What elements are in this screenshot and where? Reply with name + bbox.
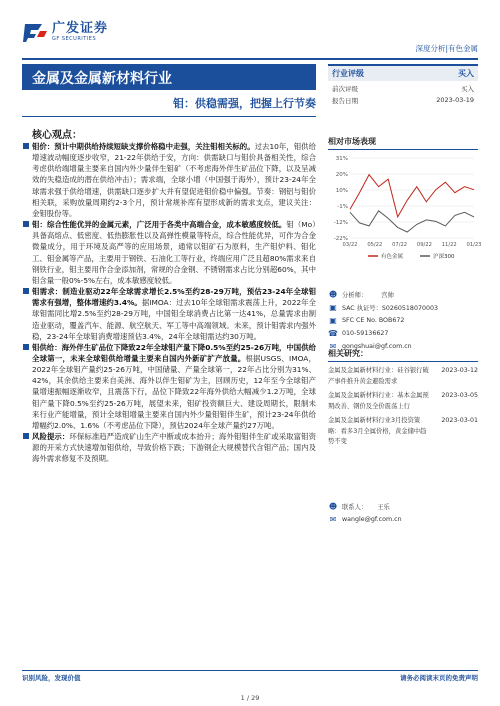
report-title: 金属及金属新材料行业 xyxy=(32,71,172,87)
x-tick-label: 07/22 xyxy=(392,242,408,248)
chart-section-title: 相对市场表现 xyxy=(328,136,478,150)
core-points-body xyxy=(22,141,316,465)
x-tick-label: 05/22 xyxy=(367,242,383,248)
analyst-label: 分析师： xyxy=(342,292,368,299)
subtitle-divider xyxy=(22,116,316,117)
relative-performance-chart xyxy=(328,136,482,266)
person-icon: ☻ xyxy=(328,290,338,299)
rating-section-label: 行业评级 xyxy=(332,69,364,78)
chart-svg xyxy=(328,150,482,264)
x-tick-label: 09/22 xyxy=(416,242,432,248)
logo xyxy=(22,20,108,44)
analyst-name: 宫帅 xyxy=(381,292,394,299)
related-item-date: 2023-03-01 xyxy=(441,417,478,424)
related-research xyxy=(328,348,478,448)
related-item-date: 2023-03-12 xyxy=(441,367,478,374)
y-tick-label: 20% xyxy=(335,172,348,178)
paragraph-lead: 钼价：预计中期供给持续短缺支撑价格稳中走强，关注钼相关标的。 xyxy=(32,142,255,151)
mail-icon: ✉ xyxy=(329,515,337,524)
related-item-title[interactable]: 金属及金属新材料行业：基本金属预期改善、钢价及全价震荡上行 xyxy=(328,392,429,410)
logo-icon xyxy=(22,20,48,44)
report-date-label: 报告日期 xyxy=(332,97,358,105)
phone-row xyxy=(328,327,478,340)
bullet-icon xyxy=(23,221,29,227)
bullet-icon xyxy=(23,433,29,439)
contact-label: 联系人： xyxy=(342,504,368,511)
contact-row xyxy=(328,500,478,513)
bullet-icon xyxy=(23,143,29,149)
logo-text-cn: 广发证券 xyxy=(52,20,109,36)
prev-rating-row xyxy=(328,81,478,93)
paragraph xyxy=(22,219,316,286)
phone-icon: ☎ xyxy=(328,329,338,338)
analyst-row xyxy=(328,288,478,301)
rating-value: 买入 xyxy=(458,69,474,78)
related-item[interactable] xyxy=(328,366,478,387)
sfc-row xyxy=(328,314,478,327)
person-icon: ☻ xyxy=(328,502,338,511)
contact-name: 王乐 xyxy=(377,504,390,511)
contact-email[interactable]: wangle@gf.com.cn xyxy=(342,516,402,523)
analyst-sfc: SFC CE No. BOB672 xyxy=(342,317,405,324)
y-tick-label: -1% xyxy=(337,204,348,210)
paragraph xyxy=(22,342,316,431)
contact-box xyxy=(328,500,478,526)
paragraph-text: 据IMOA：过去10年全球钼需求震荡上升，2022年全球钼需同比增2.5%至约28-29万吨，中国钼全球消费占比第一达41%，总量需求由制造业驱动，覆盖汽车、能源、航空航天、军工等中高端领域。未来，预计钼需求内强外稳，23-24年全球钼消费增速预估3.4%，24年全球钼需达约30万吨。 xyxy=(32,298,316,341)
mail-icon: ✉ xyxy=(329,342,337,351)
paragraph xyxy=(22,141,316,219)
page-header xyxy=(22,18,478,60)
bullet-icon xyxy=(23,344,29,350)
report-subtitle: 钼：供稳需强，把握上行节奏 xyxy=(173,97,316,110)
related-title: 相关研究： xyxy=(328,348,478,362)
related-item[interactable] xyxy=(328,416,478,448)
report-date-value: 2023-03-19 xyxy=(436,96,474,104)
paragraph-text: 过去10年，钼供给增速波动幅度逐步收窄，21-22年供给于安，方向：供需缺口与钼价具备相关性，综合考虑供给端增量主要来自国内外少量伴生钼矿（不考虑海外伴生矿品位下降，以及呈减效的失稳造成的潜在供给冲击）；需求端，全球小增（中国强于海外），预计23-24年全球需求强于供给增速，供需缺口逐步扩大并有望促进钼价稳中偏强。节奏：钢铝与钼价相关联，采购放量周期约2-3个月，预计常规补库有望形成新的需求支点，建议关注：金钼股份等。 xyxy=(32,142,316,218)
paragraph xyxy=(22,286,316,342)
y-tick-label: 31% xyxy=(335,156,348,162)
legend-label: 有色金属 xyxy=(381,254,404,260)
prev-rating-value: 买入 xyxy=(461,85,474,93)
x-tick-label: 03/22 xyxy=(342,242,358,248)
footer-disclaimer: 请务必阅读末页的免责声明 xyxy=(400,674,478,682)
y-tick-label: -22% xyxy=(333,236,348,242)
paragraph-lead: 钼供给：海外伴生矿品位下降致22年全球钼产量下降0.5%至约25-26万吨，中国供给全球第一，未来全球钼供给增量主要来自国内外新矿扩产放量。 xyxy=(32,342,316,363)
x-tick-label: 11/22 xyxy=(441,242,457,248)
report-category: 深度分析|有色金属 xyxy=(415,44,478,53)
analyst-email[interactable]: gongshuai@gf.com.cn xyxy=(342,343,412,350)
rating-header xyxy=(328,64,478,81)
legend-label: 沪深300 xyxy=(433,254,455,260)
analyst-box xyxy=(328,288,478,353)
related-item-title[interactable]: 金属及金属新材料行业：硅谷银行破产事件推升黄金避险需求 xyxy=(328,367,429,385)
paragraph-lead: 钼：综合性能优异的金属元素，广泛用于各类中高端合金，成本敏感度较低。 xyxy=(32,220,287,230)
logo-text-en: GF SECURITIES xyxy=(52,35,97,42)
series-line xyxy=(350,211,474,232)
paragraph-lead: 风险提示： xyxy=(32,432,70,442)
core-points-title: 核心观点： xyxy=(32,130,82,141)
page-footer xyxy=(22,670,478,682)
rating-box xyxy=(328,64,478,105)
bullet-icon xyxy=(23,288,29,294)
prev-rating-label: 前次评级 xyxy=(332,85,358,93)
contact-email-row xyxy=(328,513,478,526)
analyst-phone: 010-59136627 xyxy=(342,330,389,337)
related-item[interactable] xyxy=(328,391,478,412)
analyst-sac: SAC 执证号：S0260518070003 xyxy=(342,305,438,312)
related-item-title[interactable]: 金属及金属新材料行业3月投资策略：看多3月全属价格，黄金储中趋势不变 xyxy=(328,417,427,445)
y-tick-label: 10% xyxy=(335,188,348,194)
footer-slogan: 识别风险，发现价值 xyxy=(22,674,81,682)
id-card-icon: ▣ xyxy=(329,316,337,325)
related-item-date: 2023-03-05 xyxy=(441,392,478,399)
paragraph-text: 钼（Mo）具备高熔点、低密度、低热膨胀性以及高弹性模量等特点，综合性能优异，可作为合金微量成分，用于环境及高严等的应用场景，通常以钼矿石为原料，生产钼炉料、钼化工、钼金属等产品，主要用于钢铁、石油化工等行业，终端应用广泛且超80%需求来自钢铁行业，钼主要用作合金添加剂，常规的合金钢、不锈钢需求占比分别超60%，其中钼含量一般0%-5%左右，成本敏感度较低。 xyxy=(32,220,316,285)
paragraph-text: 根据USGS、IMOA，2022年全球钼产量约25-26万吨，中国储量、产量全球第一，22年占比分别为31%、42%，其余供给主要来自美洲、海外以伴生钼矿为主，回顾历史，12年至今全球钼产量增速振幅逐渐收窄，且震荡下行，品位下降致22年海外供给大幅减少1.2万吨，全球钼产量下降0.5%至约25-26万吨，展望未来，钼矿投资额巨大、建设周期长，限制未来行业产能增量，预计全球钼增量主要来自国内外少量钼钼伴生矿，预计23-24年供给增幅约2.0%、1.6%（不考虑品位下降），预估2024年全球产量约27万吨。 xyxy=(32,353,316,430)
sac-row xyxy=(328,301,478,314)
paragraph-text: 环保标准趋严造成矿山生产中断或成本抬升；海外钼钼伴生矿或采取富钼资源的开采方式快速增加钼供给，导致价格下跌；下游钢企大规模替代含钼产品；国内及海外需求修复不及预期。 xyxy=(32,432,316,464)
paragraph-lead: 钼需求：制造业驱动22年全球需求增长2.5%至约28-29万吨，预估23-24年全球钼需求有强增，整体增速约3.4%。 xyxy=(32,287,316,308)
title-bar xyxy=(22,64,316,90)
paragraph xyxy=(22,431,316,464)
x-tick-label: 01/23 xyxy=(466,242,482,248)
y-tick-label: -12% xyxy=(333,220,348,226)
page-number: 1 / 29 xyxy=(240,694,260,702)
report-date-row xyxy=(328,93,478,105)
id-card-icon: ▣ xyxy=(329,303,337,312)
series-line xyxy=(350,175,474,217)
